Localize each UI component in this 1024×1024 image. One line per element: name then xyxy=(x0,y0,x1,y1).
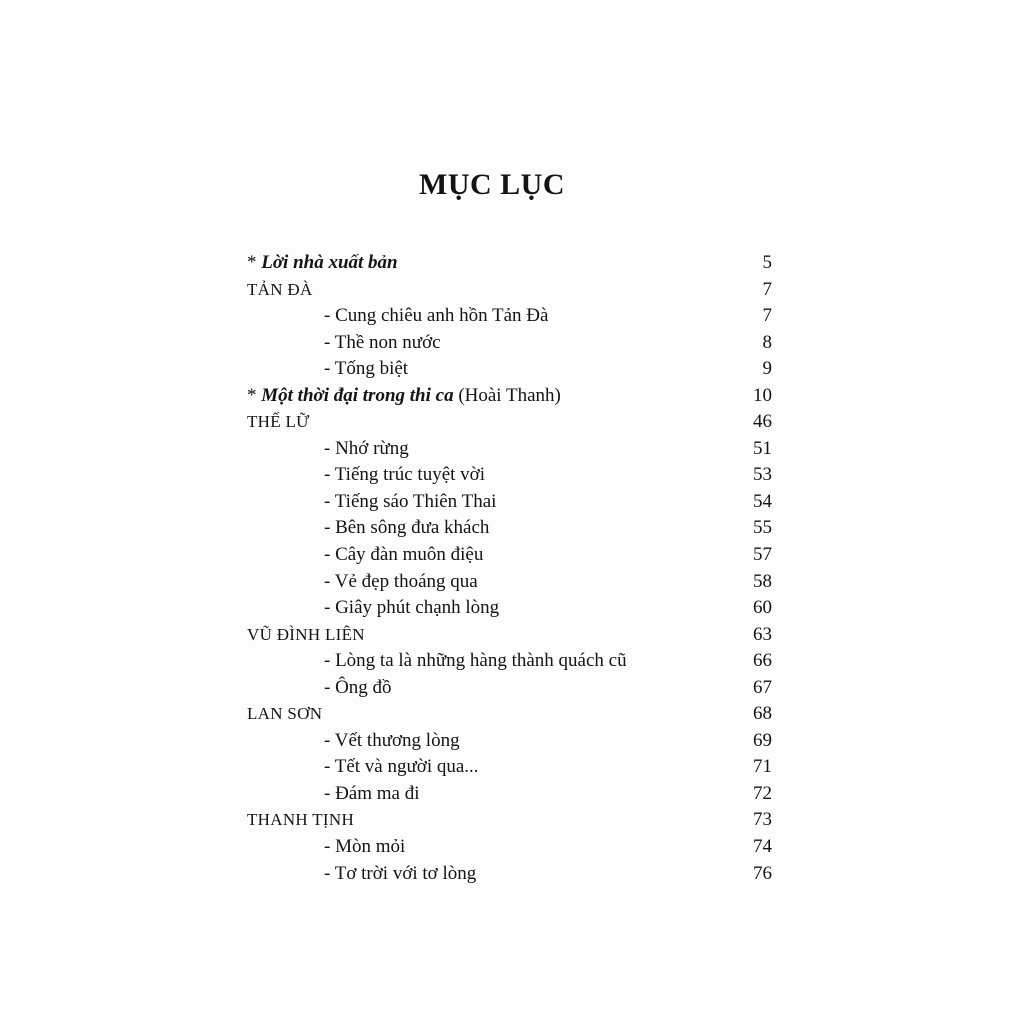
toc-page-number: 57 xyxy=(753,544,772,566)
toc-page-number: 55 xyxy=(753,517,772,539)
toc-page-number: 8 xyxy=(762,331,772,353)
toc-page-number: 53 xyxy=(753,464,772,486)
toc-page-number: 63 xyxy=(753,623,772,645)
toc-section-title: THANH TỊNH xyxy=(247,810,355,830)
toc-special-row xyxy=(247,250,772,277)
table-of-contents xyxy=(247,250,772,887)
toc-entry-row xyxy=(247,462,772,489)
asterisk-marker: * xyxy=(247,252,262,273)
toc-page-number: 68 xyxy=(753,703,772,725)
toc-page-number: 72 xyxy=(753,782,772,804)
toc-page-number: 58 xyxy=(753,570,772,592)
toc-page-number: 7 xyxy=(762,305,772,327)
toc-section-row xyxy=(247,807,772,834)
toc-entry-title: - Thề non nước xyxy=(324,331,441,353)
toc-entry-row xyxy=(247,569,772,596)
toc-page-number: 74 xyxy=(753,836,772,858)
toc-section-title: TẢN ĐÀ xyxy=(247,279,313,299)
toc-entry-title: - Vẻ đẹp thoáng qua xyxy=(324,570,478,592)
toc-entry-title: - Tơ trời với tơ lòng xyxy=(324,862,477,884)
toc-page-number: 5 xyxy=(762,252,772,273)
toc-entry-row xyxy=(247,515,772,542)
asterisk-marker: * xyxy=(247,384,262,406)
toc-section-row xyxy=(247,277,772,304)
toc-entry-title xyxy=(247,250,398,277)
toc-entry-emphasis: Một thời đại trong thi ca xyxy=(261,384,454,406)
toc-page-number: 73 xyxy=(753,809,772,831)
toc-entry-title: - Vết thương lòng xyxy=(324,729,460,751)
toc-page-number: 60 xyxy=(753,597,772,619)
toc-page-number: 9 xyxy=(762,358,772,380)
toc-entry-row xyxy=(247,834,772,861)
toc-special-row xyxy=(247,383,772,410)
toc-entry-title: - Cây đàn muôn điệu xyxy=(324,544,484,566)
toc-entry-title: - Tiếng sáo Thiên Thai xyxy=(324,490,497,512)
toc-entry-row xyxy=(247,436,772,463)
toc-page-number: 10 xyxy=(753,384,772,406)
toc-page-number: 54 xyxy=(753,490,772,512)
toc-entry-row xyxy=(247,330,772,357)
toc-entry-row xyxy=(247,595,772,622)
toc-entry-title: - Mòn mỏi xyxy=(324,836,406,858)
toc-entry-row xyxy=(247,781,772,808)
toc-entry-title: - Cung chiêu anh hồn Tản Đà xyxy=(324,305,549,327)
toc-entry-title: - Đám ma đi xyxy=(324,782,420,804)
toc-entry-title: - Ông đồ xyxy=(324,676,392,698)
toc-section-row xyxy=(247,409,772,436)
toc-entry-row xyxy=(247,754,772,781)
toc-page-number: 7 xyxy=(762,278,772,300)
toc-entry-title xyxy=(247,383,561,410)
toc-entry-row xyxy=(247,356,772,383)
toc-section-title: LAN SƠN xyxy=(247,704,323,724)
toc-page-number: 76 xyxy=(753,862,772,884)
toc-entry-row xyxy=(247,489,772,516)
toc-page-number: 69 xyxy=(753,729,772,751)
page-title: MỤC LỤC xyxy=(419,168,565,201)
toc-entry-title: - Lòng ta là những hàng thành quách cũ xyxy=(324,650,627,672)
toc-page-number: 71 xyxy=(753,756,772,778)
toc-page-number: 46 xyxy=(753,411,772,433)
toc-section-row xyxy=(247,622,772,649)
toc-entry-author: (Hoài Thanh) xyxy=(453,384,561,406)
toc-entry-title: - Nhớ rừng xyxy=(324,437,409,459)
toc-section-title: THẾ LỮ xyxy=(247,412,310,432)
toc-section-row xyxy=(247,701,772,728)
toc-entry-title: - Tết và người qua... xyxy=(324,756,479,778)
toc-entry-row xyxy=(247,303,772,330)
toc-page-number: 66 xyxy=(753,650,772,672)
toc-section-title: VŨ ĐÌNH LIÊN xyxy=(247,624,365,644)
toc-entry-title: - Tiếng trúc tuyệt vời xyxy=(324,464,485,486)
toc-entry-row xyxy=(247,542,772,569)
toc-page-number: 51 xyxy=(753,437,772,459)
toc-entry-emphasis: Lời nhà xuất bản xyxy=(261,252,398,273)
toc-entry-row xyxy=(247,648,772,675)
toc-entry-row xyxy=(247,728,772,755)
toc-entry-row xyxy=(247,675,772,702)
toc-entry-title: - Tống biệt xyxy=(324,358,409,380)
toc-entry-title: - Giây phút chạnh lòng xyxy=(324,597,500,619)
toc-entry-row xyxy=(247,861,772,888)
toc-entry-title: - Bên sông đưa khách xyxy=(324,517,490,539)
toc-page-number: 67 xyxy=(753,676,772,698)
